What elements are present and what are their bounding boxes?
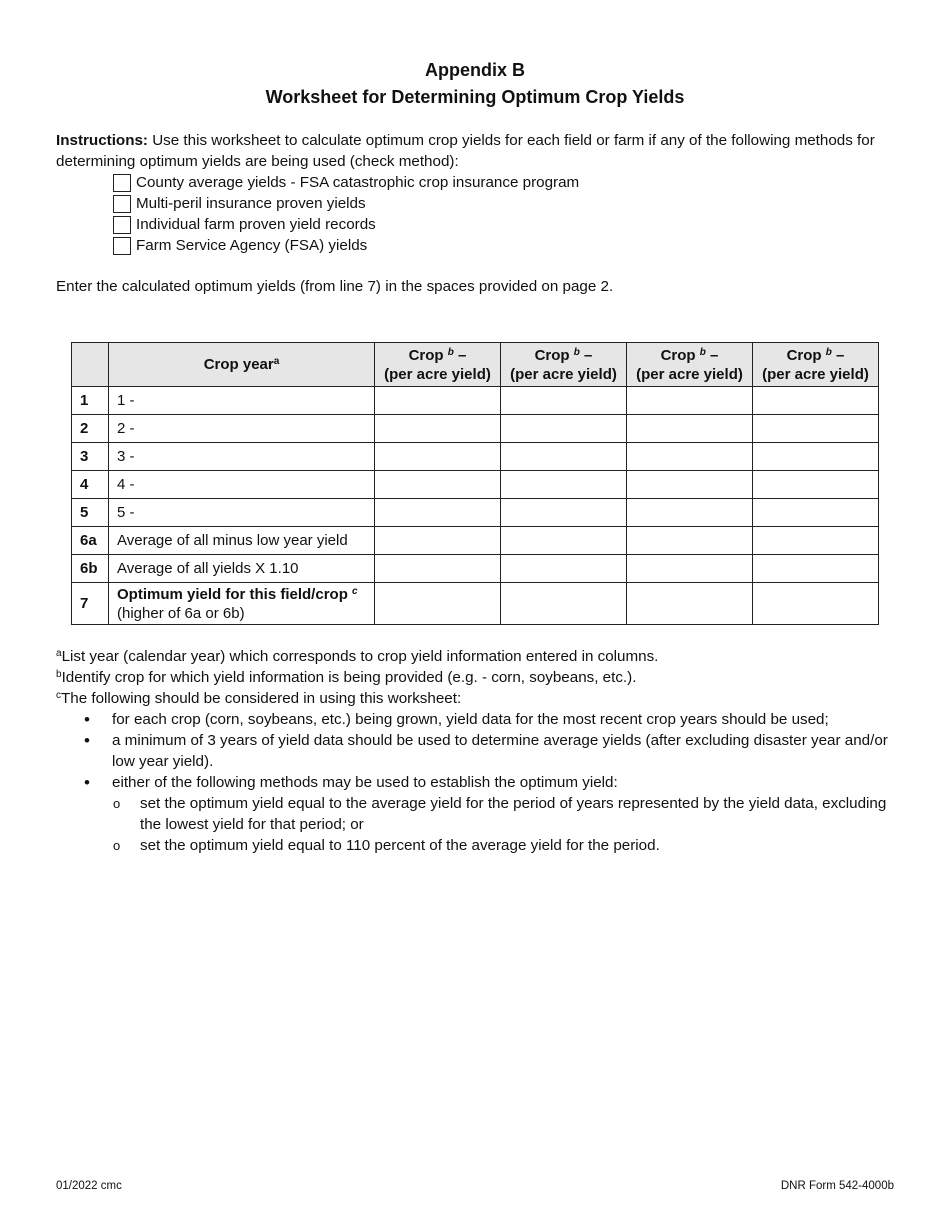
table-body [72, 387, 879, 625]
yield-input-cell[interactable] [501, 471, 627, 499]
yield-input-cell[interactable] [627, 555, 753, 583]
header-crop-4: Crop $^b$ – (per acre yield) [753, 343, 879, 387]
yield-input-cell[interactable] [375, 415, 501, 443]
table-row [72, 387, 879, 415]
row-number: 6a [72, 527, 109, 555]
table-row-7 [72, 583, 879, 625]
yield-input-cell[interactable] [375, 499, 501, 527]
row-label: 2 - [109, 415, 375, 443]
yield-input-cell[interactable] [627, 443, 753, 471]
yield-input-cell[interactable] [627, 527, 753, 555]
method-item-county [113, 172, 896, 193]
yield-input-cell[interactable] [375, 471, 501, 499]
yield-input-cell[interactable] [627, 583, 753, 625]
header-crop-2: Crop $^b$ – (per acre yield) [501, 343, 627, 387]
table-row [72, 415, 879, 443]
method-item-individual-farm [113, 214, 896, 235]
method-label-individual-farm: Individual farm proven yield records [136, 216, 376, 233]
method-item-fsa [113, 235, 896, 256]
page-subtitle: Worksheet for Determining Optimum Crop Yields [265, 87, 685, 107]
yield-input-cell[interactable] [501, 443, 627, 471]
page-title: Appendix B [424, 60, 525, 80]
yield-input-cell[interactable] [627, 471, 753, 499]
row-number: 7 [72, 583, 109, 625]
method-sub-list [112, 793, 896, 856]
method-checkbox-fsa[interactable] [113, 237, 131, 255]
yield-input-cell[interactable] [501, 583, 627, 625]
method-checkbox-multi-peril[interactable] [113, 195, 131, 213]
yield-input-cell[interactable] [753, 415, 879, 443]
method-item-multi-peril [113, 193, 896, 214]
yield-input-cell[interactable] [753, 583, 879, 625]
yield-input-cell[interactable] [501, 527, 627, 555]
yield-table [71, 342, 879, 625]
yield-input-cell[interactable] [501, 555, 627, 583]
list-item: • either of the following methods may be used to establish the optimum yield: o set the optimum yield equal to the average yield for the period of years represented by the yield data, excluding the lowest yield for that period; or o set the optimum yield equal to 110 percent of the average yield for the period. [56, 772, 896, 856]
yield-input-cell[interactable] [501, 415, 627, 443]
footnote-a: $^a$List year (calendar year) which corresponds to crop yield information entered in columns. [56, 648, 659, 665]
row-number: 2 [72, 415, 109, 443]
yield-input-cell[interactable] [627, 387, 753, 415]
yield-input-cell[interactable] [753, 499, 879, 527]
yield-input-cell[interactable] [753, 527, 879, 555]
consideration-list [56, 709, 896, 856]
yield-input-cell[interactable] [753, 387, 879, 415]
footnote-c: $^c$The following should be considered in using this worksheet: [56, 690, 462, 707]
instructions [56, 130, 896, 256]
table-row [72, 471, 879, 499]
footnotes [56, 646, 896, 856]
enter-note: Enter the calculated optimum yields (from line 7) in the spaces provided on page 2. [56, 278, 614, 295]
list-item: • a minimum of 3 years of yield data should be used to determine average yields (after excluding disaster year and/or low year yield). [56, 730, 896, 772]
yield-input-cell[interactable] [753, 555, 879, 583]
method-list [56, 172, 896, 256]
footer-date: 01/2022 cmc [56, 1180, 122, 1192]
row-label: 4 - [109, 471, 375, 499]
row-number: 5 [72, 499, 109, 527]
yield-input-cell[interactable] [375, 555, 501, 583]
page-header [0, 57, 950, 111]
yield-input-cell[interactable] [375, 527, 501, 555]
method-label-multi-peril: Multi-peril insurance proven yields [136, 195, 366, 212]
header-crop-1: Crop $^b$ – (per acre yield) [375, 343, 501, 387]
footnote-b: $^b$Identify crop for which yield information is being provided (e.g. - corn, soybeans, etc.). [56, 669, 637, 686]
yield-input-cell[interactable] [753, 471, 879, 499]
method-checkbox-county[interactable] [113, 174, 131, 192]
yield-input-cell[interactable] [501, 387, 627, 415]
row-label: 5 - [109, 499, 375, 527]
yield-input-cell[interactable] [375, 583, 501, 625]
yield-input-cell[interactable] [753, 443, 879, 471]
method-label-fsa: Farm Service Agency (FSA) yields [136, 237, 368, 254]
sub-list-item: o set the optimum yield equal to 110 percent of the average yield for the period. [112, 835, 896, 856]
yield-input-cell[interactable] [375, 387, 501, 415]
yield-input-cell[interactable] [501, 499, 627, 527]
sub-list-item: o set the optimum yield equal to the average yield for the period of years represented by the yield data, excluding the lowest yield for that period; or [112, 793, 896, 835]
row-label: Optimum yield for this field/crop $^c$ (higher of 6a or 6b) [109, 583, 375, 625]
header-num-cell [72, 343, 109, 387]
yield-input-cell[interactable] [627, 499, 753, 527]
row-label: 3 - [109, 443, 375, 471]
table-header-row [72, 343, 879, 387]
row-number: 1 [72, 387, 109, 415]
row-label: Average of all yields X 1.10 [109, 555, 375, 583]
instructions-label: Instructions: [56, 132, 148, 149]
list-item: • for each crop (corn, soybeans, etc.) being grown, yield data for the most recent crop years should be used; [56, 709, 896, 730]
header-crop-3: Crop $^b$ – (per acre yield) [627, 343, 753, 387]
footer-form-number: DNR Form 542-4000b [780, 1180, 894, 1192]
method-checkbox-individual-farm[interactable] [113, 216, 131, 234]
table-row [72, 499, 879, 527]
yield-input-cell[interactable] [627, 415, 753, 443]
table-row [72, 555, 879, 583]
row-label: 1 - [109, 387, 375, 415]
method-label-county: County average yields - FSA catastrophic crop insurance program [136, 174, 580, 191]
table-row [72, 527, 879, 555]
table-row [72, 443, 879, 471]
row-number: 3 [72, 443, 109, 471]
row-number: 4 [72, 471, 109, 499]
header-crop-year: Crop year$^a$ [109, 343, 375, 387]
instructions-text: Use this worksheet to calculate optimum crop yields for each field or farm if any of the following methods for determining optimum yields are being used (check method): [56, 132, 875, 170]
row-label: Average of all minus low year yield [109, 527, 375, 555]
instructions-paragraph [56, 130, 896, 172]
yield-input-cell[interactable] [375, 443, 501, 471]
row-number: 6b [72, 555, 109, 583]
